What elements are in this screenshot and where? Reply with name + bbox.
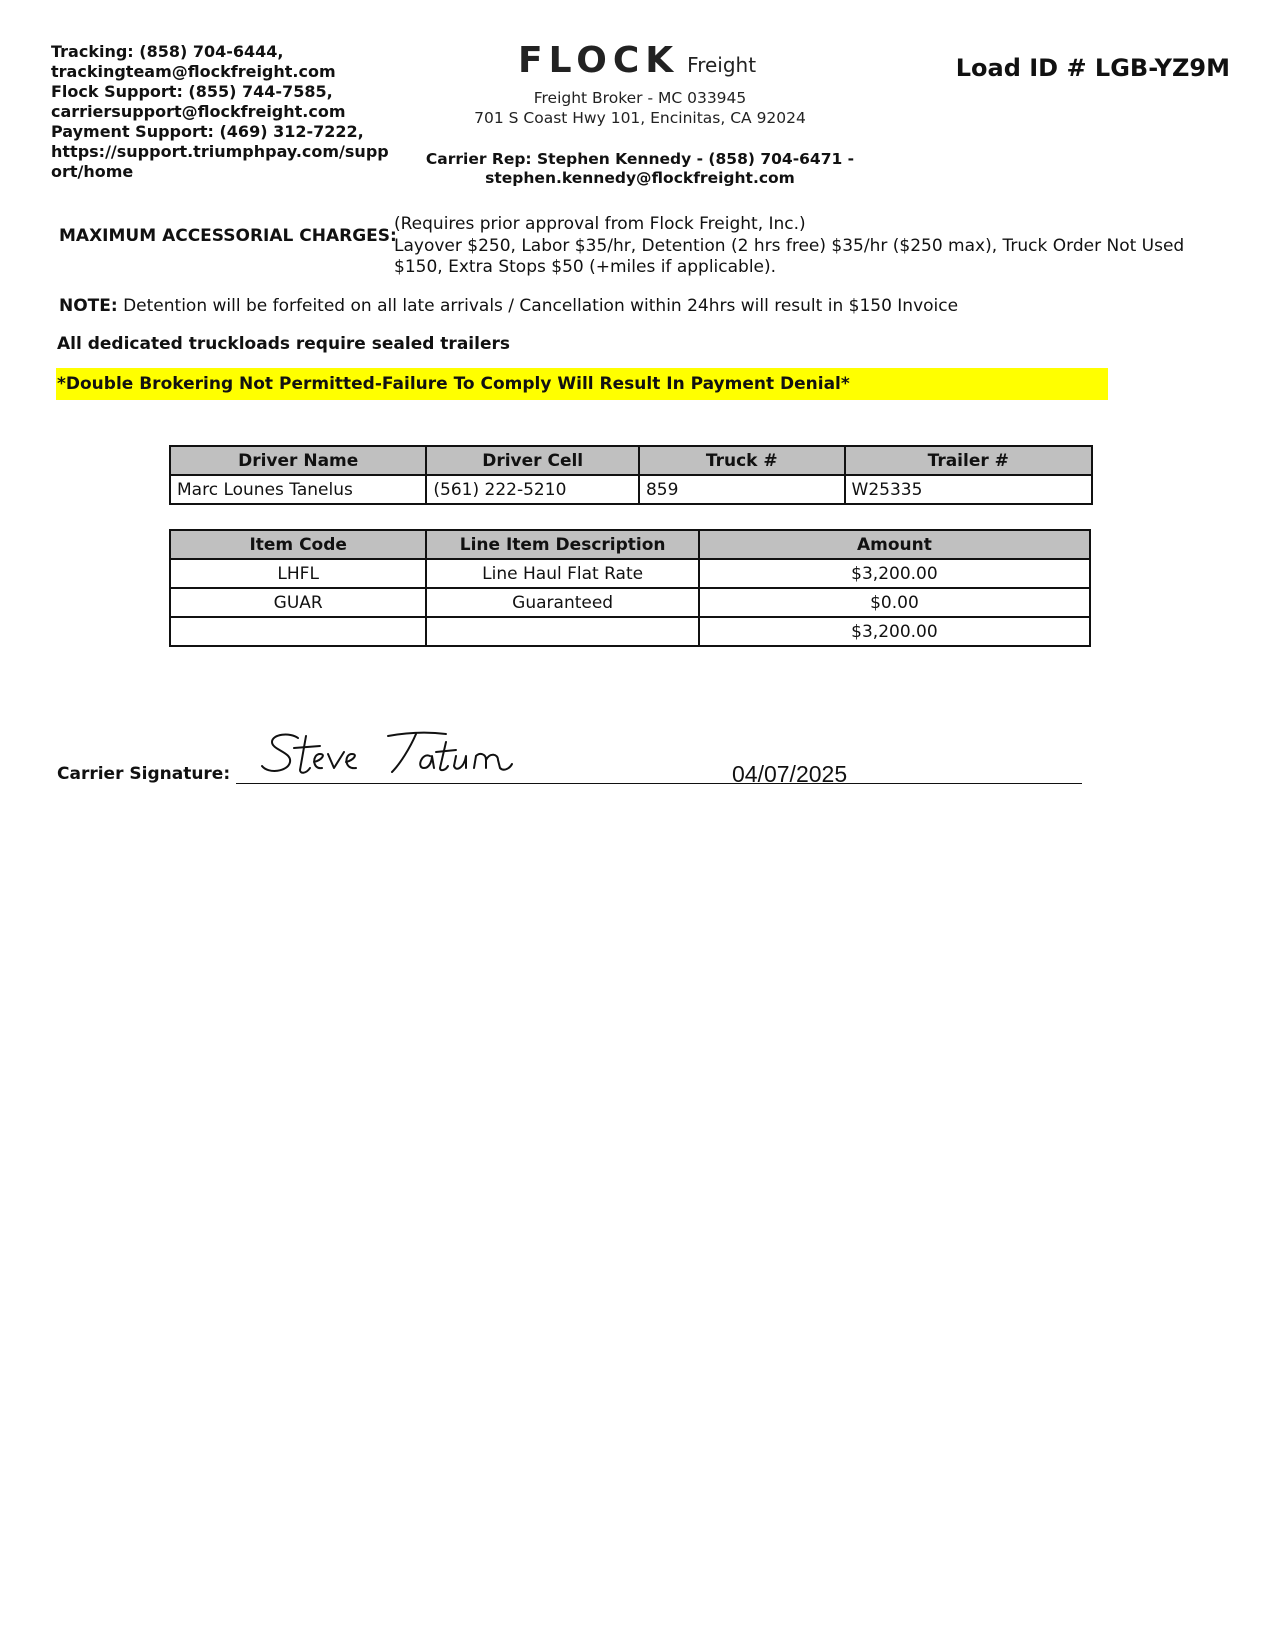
note-text: Detention will be forfeited on all late arrivals / Cancellation within 24hrs will result in $150 Invoice <box>117 296 959 316</box>
column-header: Amount <box>699 530 1090 559</box>
note-label: NOTE: <box>59 296 118 316</box>
contact-line: carriersupport@flockfreight.com <box>51 102 346 121</box>
contact-line: https://support.triumphpay.com/support/home <box>51 142 389 181</box>
note <box>59 296 958 316</box>
column-header: Line Item Description <box>426 530 699 559</box>
logo-word: FLOCK <box>518 40 680 81</box>
load-id: Load ID # LGB-YZ9M <box>955 54 1230 82</box>
item-code-cell: LHFL <box>170 559 426 588</box>
contact-info <box>51 42 396 182</box>
signature-date: 04/07/2025 <box>732 761 848 787</box>
column-header: Driver Name <box>170 446 426 475</box>
broker-info <box>440 88 840 128</box>
accessorial-label: MAXIMUM ACCESSORIAL CHARGES: <box>59 226 397 246</box>
table-row <box>170 475 1092 504</box>
double-brokering-banner: *Double Brokering Not Permitted-Failure To Comply Will Result In Payment Denial* <box>56 368 1108 400</box>
broker-line: Freight Broker - MC 033945 <box>533 89 747 107</box>
contact-line: Flock Support: (855) 744-7585, <box>51 82 333 101</box>
accessorial-rates: Layover $250, Labor $35/hr, Detention (2 hrs free) $35/hr ($250 max), Truck Order Not Used $150, Extra Stops $50 (+miles if applicable). <box>394 235 1185 277</box>
driver-name-cell: Marc Lounes Tanelus <box>170 475 426 504</box>
broker-address: 701 S Coast Hwy 101, Encinitas, CA 92024 <box>474 109 806 127</box>
table-header-row <box>170 446 1092 475</box>
column-header: Item Code <box>170 530 426 559</box>
table-row <box>170 559 1090 588</box>
carrier-signature-label: Carrier Signature: <box>57 764 231 784</box>
item-code-cell <box>170 617 426 646</box>
contact-line: Payment Support: (469) 312-7222, <box>51 122 364 141</box>
total-amount-cell: $3,200.00 <box>699 617 1090 646</box>
column-header: Trailer # <box>845 446 1092 475</box>
truck-number-cell: 859 <box>639 475 845 504</box>
accessorial-text <box>394 214 1214 279</box>
logo-sub: Freight <box>687 53 757 77</box>
trailer-number-cell: W25335 <box>845 475 1092 504</box>
handwritten-signature <box>260 728 550 792</box>
flock-freight-logo <box>518 40 756 81</box>
charges-table <box>169 529 1091 647</box>
contact-line: Tracking: (858) 704-6444, <box>51 42 284 61</box>
driver-cell-cell: (561) 222-5210 <box>426 475 639 504</box>
carrier-rep: Carrier Rep: Stephen Kennedy - (858) 704-6471 - stephen.kennedy@flockfreight.com <box>425 150 855 187</box>
column-header: Truck # <box>639 446 845 475</box>
driver-table <box>169 445 1093 505</box>
column-header: Driver Cell <box>426 446 639 475</box>
description-cell <box>426 617 699 646</box>
table-header-row <box>170 530 1090 559</box>
table-row <box>170 588 1090 617</box>
accessorial-approval: (Requires prior approval from Flock Freight, Inc.) <box>394 214 806 234</box>
item-code-cell: GUAR <box>170 588 426 617</box>
sealed-trailers-notice: All dedicated truckloads require sealed trailers <box>57 334 510 354</box>
amount-cell: $0.00 <box>699 588 1090 617</box>
amount-cell: $3,200.00 <box>699 559 1090 588</box>
contact-line: trackingteam@flockfreight.com <box>51 62 336 81</box>
description-cell: Guaranteed <box>426 588 699 617</box>
description-cell: Line Haul Flat Rate <box>426 559 699 588</box>
table-row-total <box>170 617 1090 646</box>
